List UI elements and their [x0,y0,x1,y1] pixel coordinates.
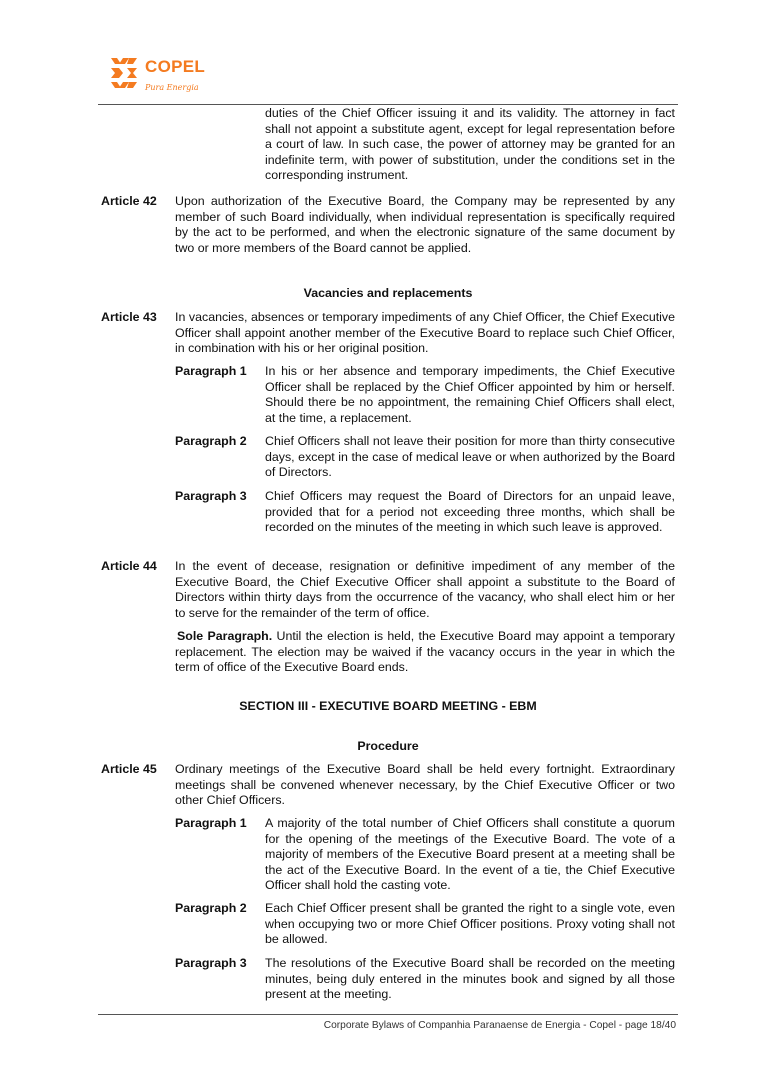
article-45-paragraph-1-text: A majority of the total number of Chief Officers shall constitute a quorum for the opening of the meetings of the Executive Board. The vote of a majority of members of the Executive Board present at a meeting shall be the act of the Executive Board. In the event of a tie, the Chief Executive Officer shall hold the casting vote. [265,816,675,893]
logo-tagline: Pura Energia [145,83,199,92]
heading-procedure: Procedure [357,739,419,753]
footer-rule [98,1014,678,1015]
article-45-label: Article 45 [101,762,157,776]
page-footer: Corporate Bylaws of Companhia Paranaense de Energia - Copel - page 18/40 [323,1020,676,1031]
section-heading: SECTION III - EXECUTIVE BOARD MEETING - EBM [239,699,537,713]
header-rule [98,104,678,105]
article-45-paragraph-2-text: Each Chief Officer present shall be granted the right to a single vote, even when occupying two or more Chief Officer positions. Proxy voting shall not be allowed. [265,901,675,947]
article-44-label: Article 44 [101,559,157,573]
article-43-paragraph-1-label: Paragraph 1 [175,364,247,378]
article-43-paragraph-2-label: Paragraph 2 [175,434,247,448]
article-43-text: In vacancies, absences or temporary impediments of any Chief Officer, the Chief Executive Officer shall appoint another member of the Executive Board to replace such Chief Officer, in combination with his or her original position. [175,310,675,356]
article-45-paragraph-3-text: The resolutions of the Executive Board shall be recorded on the meeting minutes, being duly entered in the minutes book and signed by all those present at the meeting. [265,956,675,1002]
article-43-label: Article 43 [101,310,157,324]
carryover-paragraph: duties of the Chief Officer issuing it and its validity. The attorney in fact shall not appoint a substitute agent, except for legal representation before a court of law. In such case, the power of attorney may be granted for an indefinite term, with power of substitution, under the conditions set in the corresponding instrument. [265,106,675,183]
article-44-text: In the event of decease, resignation or definitive impediment of any member of the Executive Board, the Chief Executive Officer shall appoint a substitute to the Board of Directors within thirty days from the occurrence of the vacancy, who shall elect him or her to serve for the remainder of the term of office. [175,559,675,620]
article-43-paragraph-1-text: In his or her absence and temporary impediments, the Chief Executive Officer shall be replaced by the Chief Officer appointed by him or herself. Should there be no appointment, the remaining Chief Officers shall elect, at the time, a replacement. [265,364,675,425]
sole-paragraph-text: Until the election is held, the Executive Board may appoint a temporary replacement. The election may be waived if the vacancy occurs in the year in which the term of office of the Executive Board ends. [175,629,675,675]
article-45-paragraph-3-label: Paragraph 3 [175,956,247,970]
article-44-sole-paragraph [175,629,675,676]
sole-paragraph-label: Sole Paragraph. [177,629,273,643]
article-43-paragraph-2-text: Chief Officers shall not leave their position for more than thirty consecutive days, except in the case of medical leave or when authorized by the Board of Directors. [265,434,675,480]
article-42-label: Article 42 [101,194,157,208]
article-43-paragraph-3-label: Paragraph 3 [175,489,247,503]
article-42-text: Upon authorization of the Executive Board, the Company may be represented by any member of such Board individually, when individual representation is specifically required by the act to be performed, and when the electronic signature of the same document by two or more members of the Board cannot be applied. [175,194,675,255]
copel-logo-mark-icon [109,56,141,90]
logo-wordmark: COPEL [145,57,206,76]
copel-logo [109,56,219,96]
heading-vacancies: Vacancies and replacements [303,286,473,300]
article-45-text: Ordinary meetings of the Executive Board shall be held every fortnight. Extraordinary meetings shall be convened whenever necessary, by the Chief Executive Officer or two other Chief Officers. [175,762,675,808]
article-43-paragraph-3-text: Chief Officers may request the Board of Directors for an unpaid leave, provided that for a period not exceeding three months, which shall be recorded on the minutes of the meeting in which such leave is approved. [265,489,675,535]
article-45-paragraph-2-label: Paragraph 2 [175,901,247,915]
article-45-paragraph-1-label: Paragraph 1 [175,816,247,830]
